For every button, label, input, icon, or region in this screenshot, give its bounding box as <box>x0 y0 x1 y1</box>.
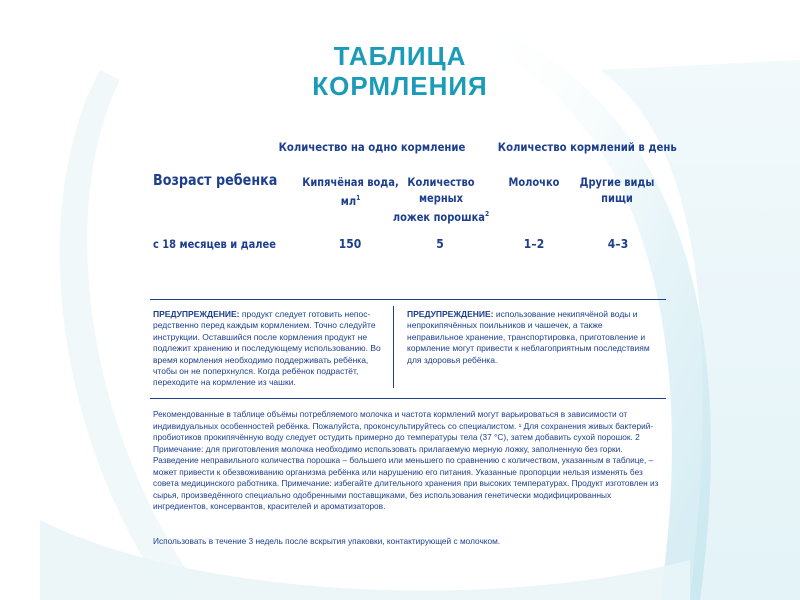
column-header-water-sup: 1 <box>356 194 361 202</box>
divider-top <box>150 299 666 300</box>
group-header-per-feeding: Количество на одно кормление <box>278 140 466 154</box>
column-header-other-line1: Другие виды <box>579 175 655 189</box>
cell-water-value: 150 <box>338 237 362 251</box>
warning-right <box>407 309 657 366</box>
cell-milk-value: 1–2 <box>523 237 545 251</box>
warning-right-text: использование некипячёной воды и непрокипячённых поильников и чашечек, а также неправильное хранение, транспортировка, приготовление и кормление могут привести к неблагоприятным последствиям для здоровья ребёнка. <box>407 309 650 365</box>
cell-scoops-value: 5 <box>436 237 444 251</box>
column-header-milk-line1: Молочко <box>508 175 560 189</box>
column-header-scoops-line1: Количество мерных <box>407 175 475 205</box>
warning-left <box>153 309 387 389</box>
cell-other-food-value: 4–3 <box>607 237 629 251</box>
column-header-water-line2: мл <box>340 193 357 208</box>
column-header-scoops-line2: ложек порошка <box>392 209 485 224</box>
divider-vertical <box>393 306 394 388</box>
column-header-other-line2: пищи <box>601 191 633 205</box>
title-line-2: КОРМЛЕНИЯ <box>312 71 488 101</box>
notes-paragraph: Рекомендованные в таблице объёмы потребляемого молочка и частота кормлений могут варьироваться в зависимости от индивидуальных особенностей ребёнка. Пожалуйста, проконсультируйтесь со специалистом. ¹ Для сохранения живых бактерий-пробиотиков прокипячённую воду следует остудить примерно до температуры тела (37 °C), затем добавить сухой порошок. 2 Примечание: для приготовления молочка необходимо использовать прилагаемую мерную ложку, заполненную без горки. Разведение неправильного количества порошка – большего или меньшего по сравнению с количеством, указанным в таблице, – может привести к обезвоживанию организма ребёнка или нарушению его питания. Указанные пропорции нельзя изменять без совета медицинского работника. Примечание: избегайте длительного хранения при высоких температурах. Продукт изготовлен из сырья, произведённого специально одобренными поставщиками, без использования генетически модифицированных ингредиентов, консервантов, красителей и ароматизаторов. <box>153 409 659 511</box>
column-header-scoops-sup: 2 <box>484 210 490 218</box>
column-header-scoops <box>385 174 497 225</box>
warning-left-text: продукт следует готовить непос-редственно перед каждым кормлением. Точно следуйте инструкции. Оставшийся после кормления продукт не подлежит хранению и последующему использованию. Во время кормления необходимо поддерживать ребёнка, чтобы он не поперхнулся. Когда ребёнок подрастёт, переходите на кормление из чашки. <box>153 309 381 388</box>
row-age-label: с 18 месяцев и далее <box>153 237 276 251</box>
row-header-age: Возраст ребенка <box>153 171 278 189</box>
warning-left-label: ПРЕДУПРЕЖДЕНИЕ: <box>153 309 240 319</box>
divider-bottom <box>150 398 666 399</box>
warning-right-label: ПРЕДУПРЕЖДЕНИЕ: <box>407 309 494 319</box>
group-header-per-day: Количество кормлений в день <box>497 140 677 154</box>
title-line-1: ТАБЛИЦА <box>333 41 467 71</box>
column-header-other-food <box>578 174 655 206</box>
footnote: Использовать в течение 3 недель после вскрытия упаковки, контактирующей с молочком. <box>153 536 501 546</box>
column-header-milk <box>500 174 569 190</box>
column-header-water-line1: Кипячёная вода, <box>302 175 399 189</box>
